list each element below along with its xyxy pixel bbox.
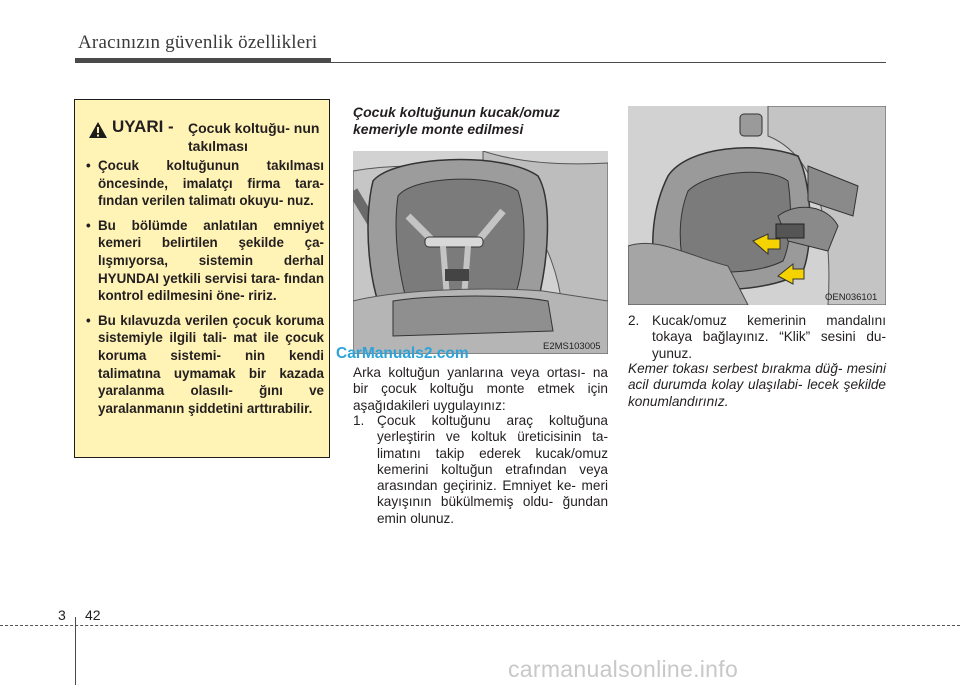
chapter-number: 3 [58,607,66,623]
step-2-number: 2. [628,313,640,328]
buckle-illustration [628,106,886,305]
figure-2-code: OEN036101 [825,292,878,303]
header-title: Aracınızın güvenlik özellikleri [78,32,318,53]
bullet: • [86,158,91,173]
warning-word: UYARI - [112,117,174,136]
bullet: • [86,217,91,233]
warning-title: Çocuk koltuğu- nun takılması [188,120,320,154]
footer-rule [0,625,960,626]
bullet: • [86,312,91,328]
step-2 [628,313,886,362]
figure-child-seat [353,151,608,354]
footer-divider [75,617,76,685]
warning-item: • Bu kılavuzda verilen çocuk koruma sistemiyle ilgili tali- mat ile çocuk koruma sistemi- nin kendi talimatına uymamak bir kazada yaralanma olasılı- ğını ve yaralanmanın şiddetini arttırabilir. [86,312,324,416]
figure-1-code: E2MS103005 [543,341,601,352]
site-watermark: carmanualsonline.info [508,656,739,682]
intro-paragraph: Arka koltuğun yanlarına veya ortası- na bir çocuk koltuğu monte etmek için aşağıdakileri uygulayınız: [353,365,608,413]
figure-buckle [628,106,886,305]
header-rule [331,62,886,63]
warning-triangle-icon [88,121,108,139]
header-bar [75,58,331,63]
step-2-text: Kucak/omuz kemerinin mandalını tokaya bağlayınız. “Klik” sesini du- yunuz. [652,313,886,361]
warning-item: • Çocuk koltuğunun takılması öncesinde, imalatçı firma tara- fından verilen talimatı okuyu- nuz. [86,158,324,209]
buckle-note: Kemer tokası serbest bırakma düğ- mesini acil durumda kolay ulaşılabi- lecek şekilde konumlandırınız. [628,361,886,409]
section-title: Çocuk koltuğunun kucak/omuz kemeriyle monte edilmesi [353,104,560,137]
step-1 [353,413,608,527]
warning-list [86,157,324,424]
child-seat-illustration [353,151,608,354]
step-1-number: 1. [353,413,365,428]
watermark: CarManuals2.com [336,345,469,362]
step-1-text: Çocuk koltuğunu araç koltuğuna yerleştirin ve koltuk üreticisinin ta- limatını takip ederek kucak/omuz kemerini koltuğun etrafından veya arasından geçiriniz. Emniyet ke- meri kayışının bükülmemiş oldu- ğundan emin olunuz. [377,413,608,526]
page-number: 42 [85,607,101,623]
warning-item: • Bu bölümde anlatılan emniyet kemeri belirtilen şekilde ça- lışmıyorsa, sistemin derhal HYUNDAI yetkili servisi tara- fından kontrol edilmesini öne- ririz. [86,217,324,304]
